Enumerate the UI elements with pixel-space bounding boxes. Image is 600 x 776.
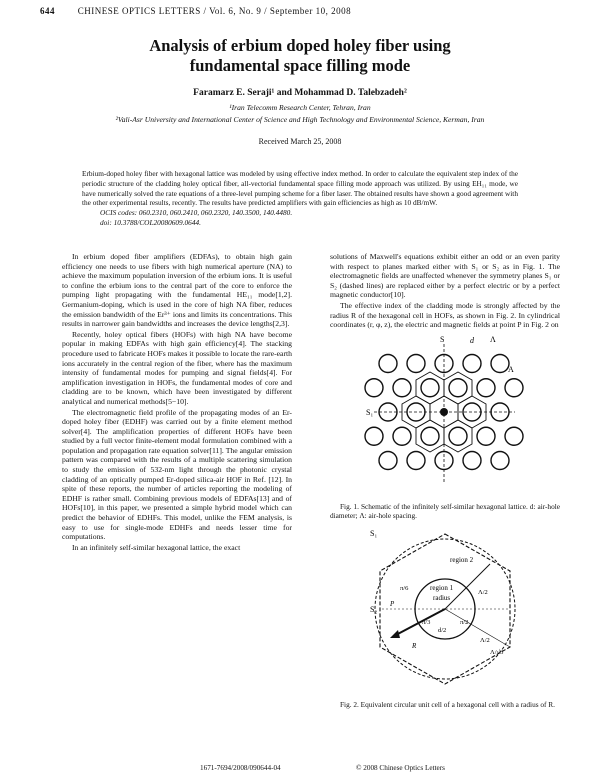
fig2-label-r: R xyxy=(412,641,417,650)
right-column xyxy=(330,252,560,710)
fig2-label-pi6: π/6 xyxy=(400,584,409,592)
fig2-label-pi2: π/2 xyxy=(460,618,469,626)
air-hole xyxy=(491,354,509,372)
authors: Faramarz E. Seraji¹ and Mohammad D. Talebzadeh² xyxy=(193,88,407,98)
fig2-label-pi3: π/3 xyxy=(422,618,431,626)
hexagonal-lattice-diagram xyxy=(330,332,560,502)
arrowhead xyxy=(390,630,400,638)
paragraph: In an infinitely self-similar hexagonal lattice, the exact xyxy=(72,542,241,552)
air-hole xyxy=(463,354,481,372)
fig2-label-lambda2b: Λ/2 xyxy=(480,636,490,644)
ocis-codes: OCIS codes: 060.2310, 060.2410, 060.2320, 140.3500, 140.4480. xyxy=(100,208,293,218)
paragraph: The effective index of the cladding mode is strongly affected by the radius R of the hexagonal cell in HOFs, as shown in Fig. 2. In cylindrical coordinates (r, φ, z), the electric and magnetic fields at point P in Fig. 2 on xyxy=(330,300,560,330)
paragraph: Recently, holey optical fibers (HOFs) with high NA have become popular in making EDFAs with high gain efficiency[4]. The stacking procedure used to fabricate HOFs makes it possible to locate the rare-earth ions accurately in the central region of the fiber, where has the maximum intensity of fundamental modes for pumping and signal fields[4]. For amplification investigation in HOFs, the fundamental modes of core and cladding are to be known, which have been investigated by different analytical and numerical methods[5−10]. xyxy=(62,329,292,406)
air-hole xyxy=(393,379,411,397)
label-a: A xyxy=(508,364,514,374)
footer-issn: 1671-7694/2008/090644-04 xyxy=(200,764,281,772)
paragraph: In erbium doped fiber amplifiers (EDFAs), to obtain high gain efficiency one needs to use fibers with high numerical aperture (NA) to achieve the maximum population inversion of the erbium ions. It is useful to confine the erbium ions to the central part of the core to enforce the pumping light propagating with the fundamental HE₁₁ mode[1,2]. Germanium-doping, which is used in the core of high NA fiber, reduces the emission bandwidth of the Er³⁺ ions and limits its concentrations. This results in narrower gain bandwidths and increases the device lengths[2,3]. xyxy=(62,252,292,329)
page-number: 644 xyxy=(40,6,55,16)
air-hole xyxy=(477,379,495,397)
air-hole xyxy=(491,451,509,469)
label-d: d xyxy=(470,335,474,345)
label-s1: S₁ xyxy=(366,407,374,417)
unit-cell-diagram xyxy=(330,524,560,700)
received-date: Received March 25, 2008 xyxy=(258,137,342,146)
label-lambda: Λ xyxy=(490,334,496,344)
air-hole xyxy=(379,451,397,469)
air-hole xyxy=(505,379,523,397)
figure-2-caption: Fig. 2. Equivalent circular unit cell of a hexagonal cell with a radius of R. xyxy=(340,699,555,709)
abstract xyxy=(82,169,518,228)
air-hole xyxy=(421,427,439,445)
figure-1 xyxy=(330,332,560,502)
title-line-2: fundamental space filling mode xyxy=(189,56,411,75)
air-hole xyxy=(379,354,397,372)
air-hole xyxy=(393,427,411,445)
figure-2 xyxy=(330,524,560,700)
fig2-label-lambda2: Λ/2 xyxy=(478,588,488,596)
title-line-1: Analysis of erbium doped holey fiber using xyxy=(149,36,451,55)
label-s: S xyxy=(440,334,445,344)
air-hole xyxy=(365,427,383,445)
fig2-label-p: P xyxy=(390,599,395,608)
fig2-label-s1: S₁ xyxy=(370,528,378,538)
fig2-label-radius: radius xyxy=(433,593,451,602)
running-header xyxy=(40,6,560,16)
air-hole xyxy=(477,427,495,445)
footer-copyright: © 2008 Chinese Optics Letters xyxy=(356,764,445,772)
fig2-label-lambda3: Λ/√3 xyxy=(490,648,504,656)
core xyxy=(440,408,448,416)
air-hole xyxy=(449,379,467,397)
air-hole xyxy=(407,451,425,469)
paper-title xyxy=(60,36,540,76)
fig2-label-region1: region 1 xyxy=(430,583,454,592)
left-column xyxy=(62,252,292,553)
diagonal-line xyxy=(445,609,510,647)
air-hole xyxy=(365,379,383,397)
doi: doi: 10.3788/COL20080609.0644. xyxy=(100,217,201,227)
air-hole xyxy=(463,451,481,469)
fig2-label-s2: S₂ xyxy=(370,604,378,614)
air-hole xyxy=(505,427,523,445)
paragraph: The electromagnetic field profile of the propagating modes of an Er-doped holey fiber (EDHF) was carried out by a finite element method solver[4]. The amplification properties of different HOFs have been studied by a full vector finite-element modal formulation combined with a population and propagation rate equation solver[11]. The angular emission pattern was compared with the results of a multiple scattering simulation to study the emission of 532-nm light through the photonic crystal cladding of an optically pumped Er-doped silica-air HOF in Ref. [12]. In spite of these reports, the number of articles reporting the modeling of EDHF is rather small. Combining previous models of EDFAs[13] and of HOFs[10], in this paper, we presented a simple hybrid model which can predict the behavior of EDHFs. This model, unlike the FEM analysis, is easy to use for single-mode EDHFs and needs lesser time for computations. xyxy=(62,407,292,542)
fig2-label-region2: region 2 xyxy=(450,555,474,564)
air-hole xyxy=(407,354,425,372)
affiliation-2: ²Vali-Asr University and International Center of Science and High Technology and Environmental Science, Kerman, Iran xyxy=(115,115,485,124)
figure-1-caption: Fig. 1. Schematic of the infinitely self-similar hexagonal lattice. d: air-hole diameter; Λ: air-hole spacing. xyxy=(330,501,560,520)
paragraph: solutions of Maxwell's equations exhibit either an odd or an even parity with respect to planes marked either with S₁ or S₂ as in Fig. 1. The electromagnetic fields are unaffected whenever the symmetry planes S₁ or S₂ (dashed lines) are replaced either by a perfect electric or by a perfect magnetic conductor[10]. xyxy=(330,252,560,300)
journal-info: CHINESE OPTICS LETTERS / Vol. 6, No. 9 / September 10, 2008 xyxy=(77,6,352,16)
abstract-text: Erbium-doped holey fiber with hexagonal lattice was modeled by using effective index method. In order to calculate the equivalent step index of the periodic structure of the cladding holey optical fiber, all-vectorial fundamental space filling mode approach was utilized. By using EH₁₁ mode, we have numerically solved the rate equations of a three-level pumping scheme for a fiber laser. The obtained results have shown a good agreement with the other experimental results, recently. The results have predicted amplifiers with gain efficiencies as high as 10 dB/mW. xyxy=(82,169,518,208)
air-hole xyxy=(449,427,467,445)
affiliation-1: ¹Iran Telecomm Research Center, Tehran, Iran xyxy=(229,103,371,112)
air-hole xyxy=(421,379,439,397)
fig2-label-d2: d/2 xyxy=(438,626,447,634)
